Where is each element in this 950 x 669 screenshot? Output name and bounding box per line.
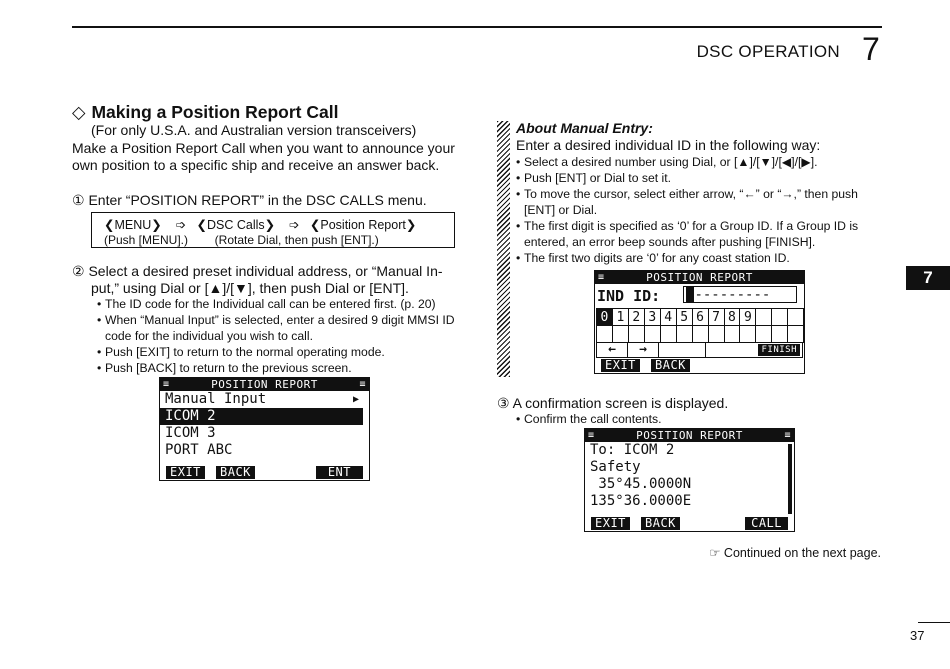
lcd-softkeys [595,357,804,373]
bullet: • When “Manual Input” is selected, enter a desired 9 digit MMSI ID [97,313,455,327]
lcd-position-report-list [159,377,370,481]
bullet: • The first two digits are ‘0’ for any coast station ID. [516,251,790,265]
bullet-continued: entered, an error beep sounds after pushing [FINISH]. [524,235,816,249]
ind-id-label: IND ID: [597,287,661,305]
lcd-line: 135°36.0000E [590,493,692,509]
chapter-tab: 7 [906,266,950,290]
lcd-line: PORT ABC [165,442,233,458]
finish-key: FINISH [758,344,800,356]
lcd-line: 35°45.0000N [590,476,692,492]
section-heading: ◇ Making a Position Report Call [72,102,339,122]
bullet-continued: code for the individual you wish to call. [105,329,313,343]
empty-key [740,326,756,343]
lcd-line: Manual Input ▶ [165,391,359,407]
lcd-confirmation [584,428,795,532]
footer-rule [918,622,950,623]
call-softkey: CALL [745,517,788,530]
lcd-softkeys [160,464,369,480]
back-softkey: BACK [641,517,680,530]
empty-key [628,326,644,343]
bullet: • To move the cursor, select either arrow, “←” or “→,” then push [516,187,858,201]
intro-line-1: Make a Position Report Call when you want to announce your [72,140,455,156]
empty-key [597,326,613,343]
menu-path-instructions: (Push [MENU].) (Rotate Dial, then push [ENT].) [104,233,379,247]
lcd-line-selected: ICOM 2 [160,408,363,425]
digit-key: 3 [644,309,660,326]
lcd-title-bar: ≡ POSITION REPORT ≡ [585,429,794,442]
back-softkey: BACK [216,466,255,479]
intro-line-2: own position to a specific ship and receive an answer back. [72,157,440,173]
ind-id-field: --------- [683,286,797,303]
exit-softkey: EXIT [591,517,630,530]
bullet: • Push [EXIT] to return to the normal operating mode. [97,345,385,359]
menu-path-box [91,212,455,248]
lcd-line: To: ICOM 2 [590,442,675,458]
empty-key [612,326,628,343]
subheading: (For only U.S.A. and Australian version transceivers) [91,122,417,138]
back-softkey: BACK [651,359,690,372]
digit-key: 6 [692,309,708,326]
empty-key [705,343,751,357]
chapter-number: 7 [862,31,880,67]
header-rule [72,26,882,28]
empty-key [788,309,804,326]
step-1: ① Enter “POSITION REPORT” in the DSC CALLS menu. [72,192,427,208]
bullet-continued: [ENT] or Dial. [524,203,598,217]
exit-softkey: EXIT [166,466,205,479]
empty-key [772,326,788,343]
empty-key [724,326,740,343]
arrow-row [596,342,803,358]
ent-softkey: ENT [316,466,363,479]
bullet: • Select a desired number using Dial, or [▲]/[▼]/[◀]/[▶]. [516,155,818,169]
lcd-manual-entry [594,270,805,374]
exit-softkey: EXIT [601,359,640,372]
digit-key: 7 [708,309,724,326]
empty-key [756,326,772,343]
digit-key: 1 [612,309,628,326]
bullet: • The first digit is specified as ‘0’ for a Group ID. If a Group ID is [516,219,859,233]
digit-key: 4 [660,309,676,326]
lcd-line: Safety [590,459,641,475]
note-hatch-bar [497,121,510,377]
bullet: • Push [ENT] or Dial to set it. [516,171,671,185]
triangle-right-icon: ▶ [352,394,359,405]
menu-icon: ≡ [359,379,366,390]
left-arrow-key: ← [597,343,628,357]
empty-key [708,326,724,343]
digit-key: 8 [724,309,740,326]
menu-icon: ≡ [598,272,605,283]
menu-icon: ≡ [163,379,170,390]
page-number: 37 [910,628,925,643]
bullet: • The ID code for the Individual call can be entered first. (p. 20) [97,297,436,311]
empty-key [756,309,772,326]
section-title: DSC OPERATION [696,42,840,61]
digit-key: 2 [628,309,644,326]
empty-key [676,326,692,343]
digit-key: 0 [597,309,613,326]
digit-grid [596,308,804,343]
lcd-line: ICOM 3 [165,425,216,441]
step-2-line-2: put,” using Dial or [▲]/[▼], then push Dial or [ENT]. [91,280,409,296]
about-intro: Enter a desired individual ID in the following way: [516,137,821,153]
lcd-title-bar: ≡ POSITION REPORT ≡ [160,378,369,391]
lcd-title-bar: ≡ POSITION REPORT [595,271,804,284]
continued-note: ☞ Continued on the next page. [709,546,881,560]
lcd-softkeys [585,515,794,531]
bullet: • Push [BACK] to return to the previous screen. [97,361,352,375]
menu-icon: ≡ [588,430,595,441]
menu-path: ❮MENU❯ ➩ ❮DSC Calls❯ ➩ ❮Position Report❯ [104,218,417,232]
empty-key [772,309,788,326]
empty-key [660,326,676,343]
empty-key [788,326,804,343]
right-arrow-key: → [628,343,659,357]
about-heading: About Manual Entry: [516,120,653,136]
step-3: ③ A confirmation screen is displayed. [497,395,729,411]
bullet: • Confirm the call contents. [516,412,662,426]
step-2-line-1: ② Select a desired preset individual address, or “Manual In- [72,263,443,279]
empty-key [692,326,708,343]
digit-key: 9 [740,309,756,326]
digit-key: 5 [676,309,692,326]
menu-icon: ≡ [784,430,791,441]
diamond-icon: ◇ [72,102,86,122]
empty-key [644,326,660,343]
